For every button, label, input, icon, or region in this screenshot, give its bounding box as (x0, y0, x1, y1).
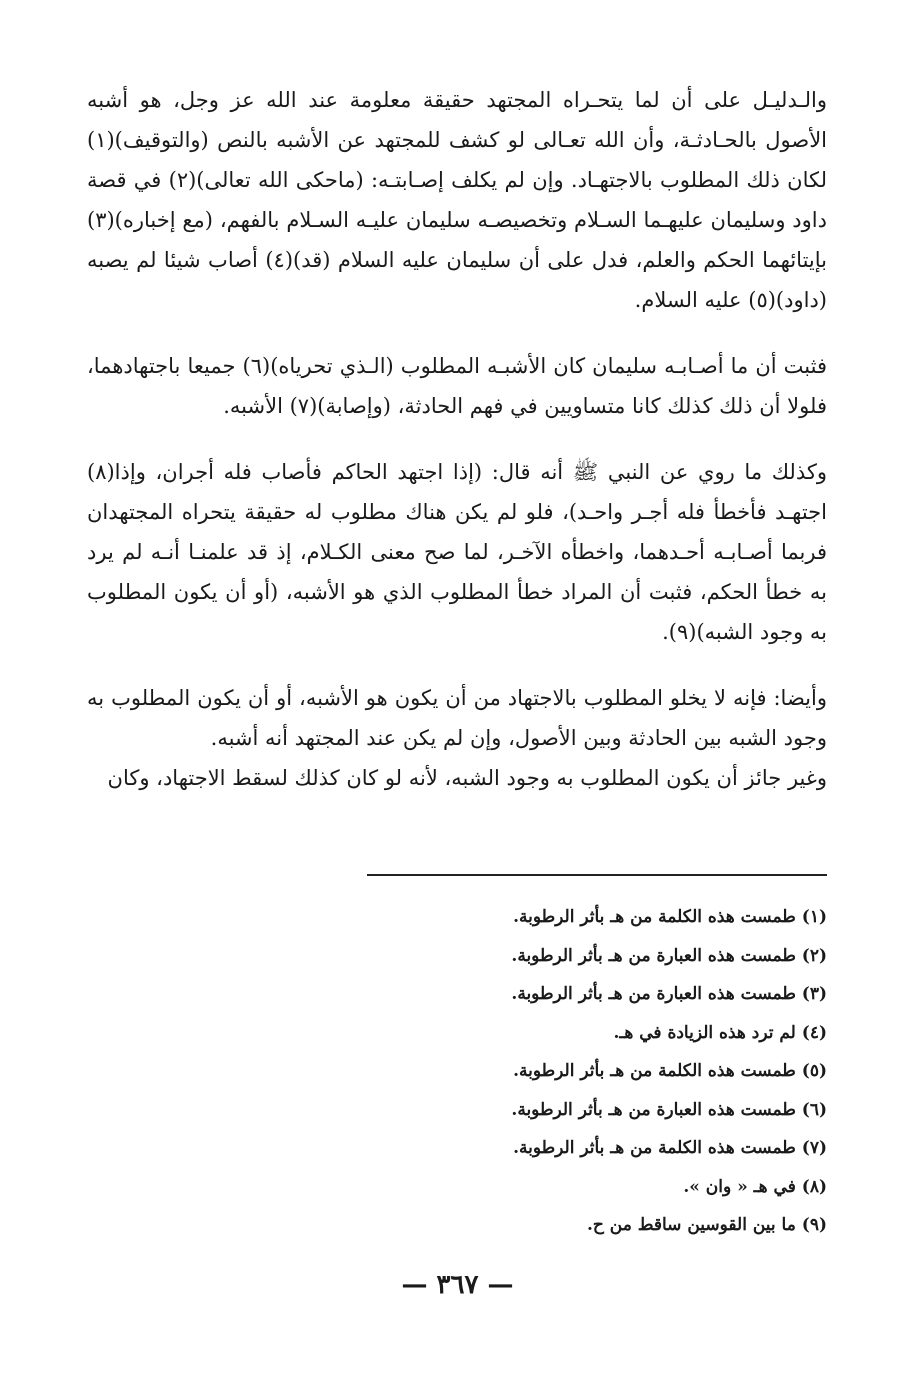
footnote-item: (٥) طمست هذه الكلمة من هـ بأثر الرطوبة. (513, 1061, 827, 1081)
footnote-item: (٤) لم ترد هذه الزيادة في هـ. (613, 1022, 827, 1043)
page-number: — ٣٦٧ — (401, 1270, 514, 1300)
footnote-item: (١) طمست هذه الكلمة من هـ بأثر الرطوبة. (513, 907, 827, 927)
paragraph-also: وأيضا: فإنه لا يخلو المطلوب بالاجتهاد من أن يكون هو الأشبه، أو أن يكون المطلوب به وجود الشبه بين الحادثة وبين الأصول، وإن لم يكن عند المجتهد أنه أشبه. (87, 686, 827, 750)
paragraph-sulayman: فثبت أن ما أصـابـه سليمان كان الأشبـه المطلوب (الـذي تحرياه)(٦) جميعا باجتهادهما، فلولا أن ذلك كذلك كانا متساويين في فهم الحادثة، (وإصابة)(٧) الأشبه. (87, 354, 827, 418)
paragraph-hadith: وكذلك ما روي عن النبي ﷺ أنه قال: (إذا اجتهد الحاكم فأصاب فله أجران، وإذا(٨) اجتهـد فأخطأ فله أجـر واحـد)، فلو لم يكن هناك مطلوب له حقيقة يتحراه المجتهدان فربما أصـابـه أحـدهما، واخطأه الآخـر، لما صح معنى الكـلام، إذ قد علمنـا أنـه لم يرد به خطأ الحكم، فثبت أن المراد خطأ المطلوب الذي هو الأشبه، (أو أن يكون المطلوب به وجود الشبه)(٩). (87, 460, 827, 644)
footnote-divider (367, 874, 827, 876)
footnotes-list (207, 898, 827, 1245)
footnote-item: (٩) ما بين القوسين ساقط من ح. (586, 1215, 827, 1235)
footnote-item: (٨) في هـ « وان ». (683, 1176, 827, 1197)
footnote-item: (٣) طمست هذه العبارة من هـ بأثر الرطوبة. (511, 984, 827, 1004)
paragraph-evidence: والـدليـل على أن لما يتحـراه المجتهد حقيقة معلومة عند الله عز وجل، هو أشبه الأصول بالحـادثـة، وأن الله تعـالى لو كشف للمجتهد عن الأشبه بالنص (والتوقيف)(١) لكان ذلك المطلوب بالاجتهـاد. وإن لم يكلف إصـابتـه: (ماحكى الله تعالى)(٢) في قصة داود وسليمان عليهـما السـلام وتخصيصـه سليمان عليـه السـلام بالفهم، (مع إخباره)(٣) بإيتائهما الحكم والعلم، فدل على أن سليمان عليه السلام (قد)(٤) أصاب شيئا لم يصبه (داود)(٥) عليه السلام. (87, 88, 828, 312)
paragraph-not-permissible: وغير جائز أن يكون المطلوب به وجود الشبه، لأنه لو كان كذلك لسقط الاجتهاد، وكان (107, 766, 827, 790)
footnote-item: (٧) طمست هذه الكلمة من هـ بأثر الرطوبة. (513, 1138, 827, 1158)
footnote-item: (٦) طمست هذه العبارة من هـ بأثر الرطوبة. (511, 1099, 827, 1120)
footnote-item: (٢) طمست هذه العبارة من هـ بأثر الرطوبة. (511, 945, 827, 966)
main-text-body (87, 80, 827, 798)
